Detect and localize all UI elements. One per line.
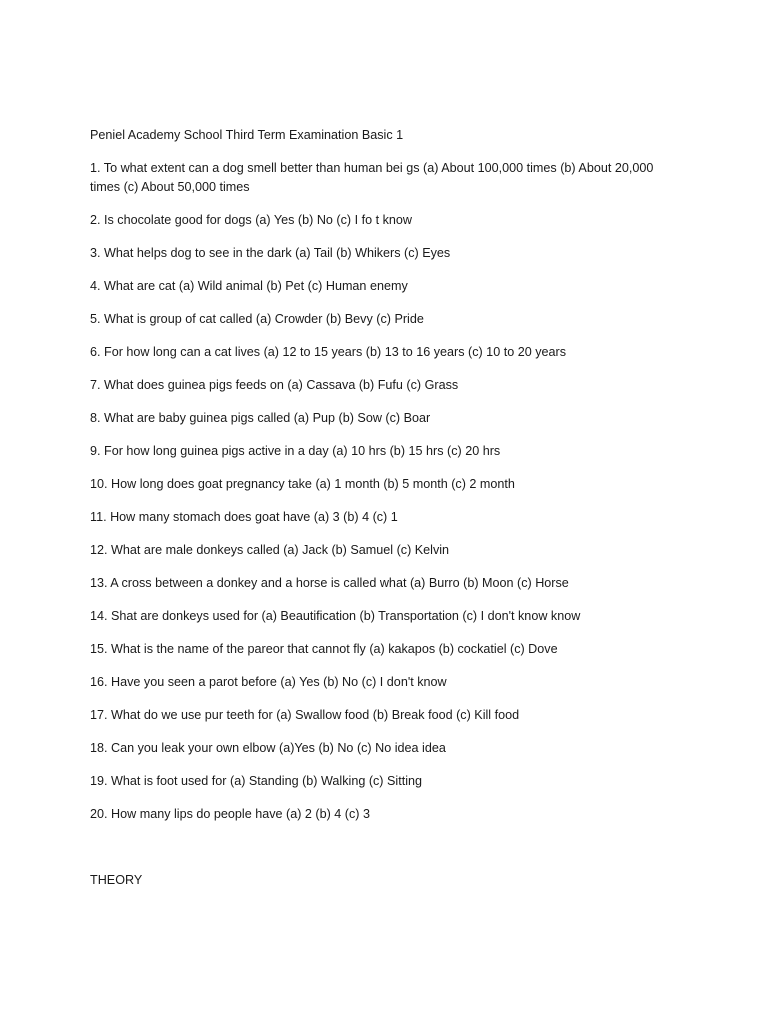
question-18: 18. Can you leak your own elbow (a)Yes (b) No (c) No idea idea bbox=[90, 741, 446, 755]
question-5: 5. What is group of cat called (a) Crowder (b) Bevy (c) Pride bbox=[90, 312, 424, 326]
question-10: 10. How long does goat pregnancy take (a) 1 month (b) 5 month (c) 2 month bbox=[90, 477, 515, 491]
document-title: Peniel Academy School Third Term Examination Basic 1 bbox=[90, 128, 404, 142]
question-4: 4. What are cat (a) Wild animal (b) Pet (c) Human enemy bbox=[90, 279, 408, 293]
question-17: 17. What do we use pur teeth for (a) Swallow food (b) Break food (c) Kill food bbox=[90, 708, 520, 722]
question-15: 15. What is the name of the pareor that cannot fly (a) kakapos (b) cockatiel (c) Dove bbox=[90, 642, 558, 656]
question-11: 11. How many stomach does goat have (a) 3 (b) 4 (c) 1 bbox=[90, 510, 398, 524]
question-3: 3. What helps dog to see in the dark (a) Tail (b) Whikers (c) Eyes bbox=[90, 246, 451, 260]
question-13: 13. A cross between a donkey and a horse is called what (a) Burro (b) Moon (c) Horse bbox=[90, 576, 569, 590]
question-14: 14. Shat are donkeys used for (a) Beautification (b) Transportation (c) I don't know know bbox=[90, 609, 581, 623]
document-body bbox=[90, 126, 680, 890]
question-1: 1. To what extent can a dog smell better than human bei gs (a) About 100,000 times (b) About 20,000 times (c) About 50,000 times bbox=[90, 161, 654, 194]
question-9: 9. For how long guinea pigs active in a day (a) 10 hrs (b) 15 hrs (c) 20 hrs bbox=[90, 444, 501, 458]
question-7: 7. What does guinea pigs feeds on (a) Cassava (b) Fufu (c) Grass bbox=[90, 378, 459, 392]
question-12: 12. What are male donkeys called (a) Jack (b) Samuel (c) Kelvin bbox=[90, 543, 450, 557]
question-16: 16. Have you seen a parot before (a) Yes (b) No (c) I don't know bbox=[90, 675, 447, 689]
question-20: 20. How many lips do people have (a) 2 (b) 4 (c) 3 bbox=[90, 807, 370, 821]
question-6: 6. For how long can a cat lives (a) 12 to 15 years (b) 13 to 16 years (c) 10 to 20 years bbox=[90, 345, 566, 359]
question-8: 8. What are baby guinea pigs called (a) Pup (b) Sow (c) Boar bbox=[90, 411, 431, 425]
question-19: 19. What is foot used for (a) Standing (b) Walking (c) Sitting bbox=[90, 774, 423, 788]
section-heading-theory: THEORY bbox=[90, 873, 143, 887]
question-2: 2. Is chocolate good for dogs (a) Yes (b) No (c) I fo t know bbox=[90, 213, 413, 227]
